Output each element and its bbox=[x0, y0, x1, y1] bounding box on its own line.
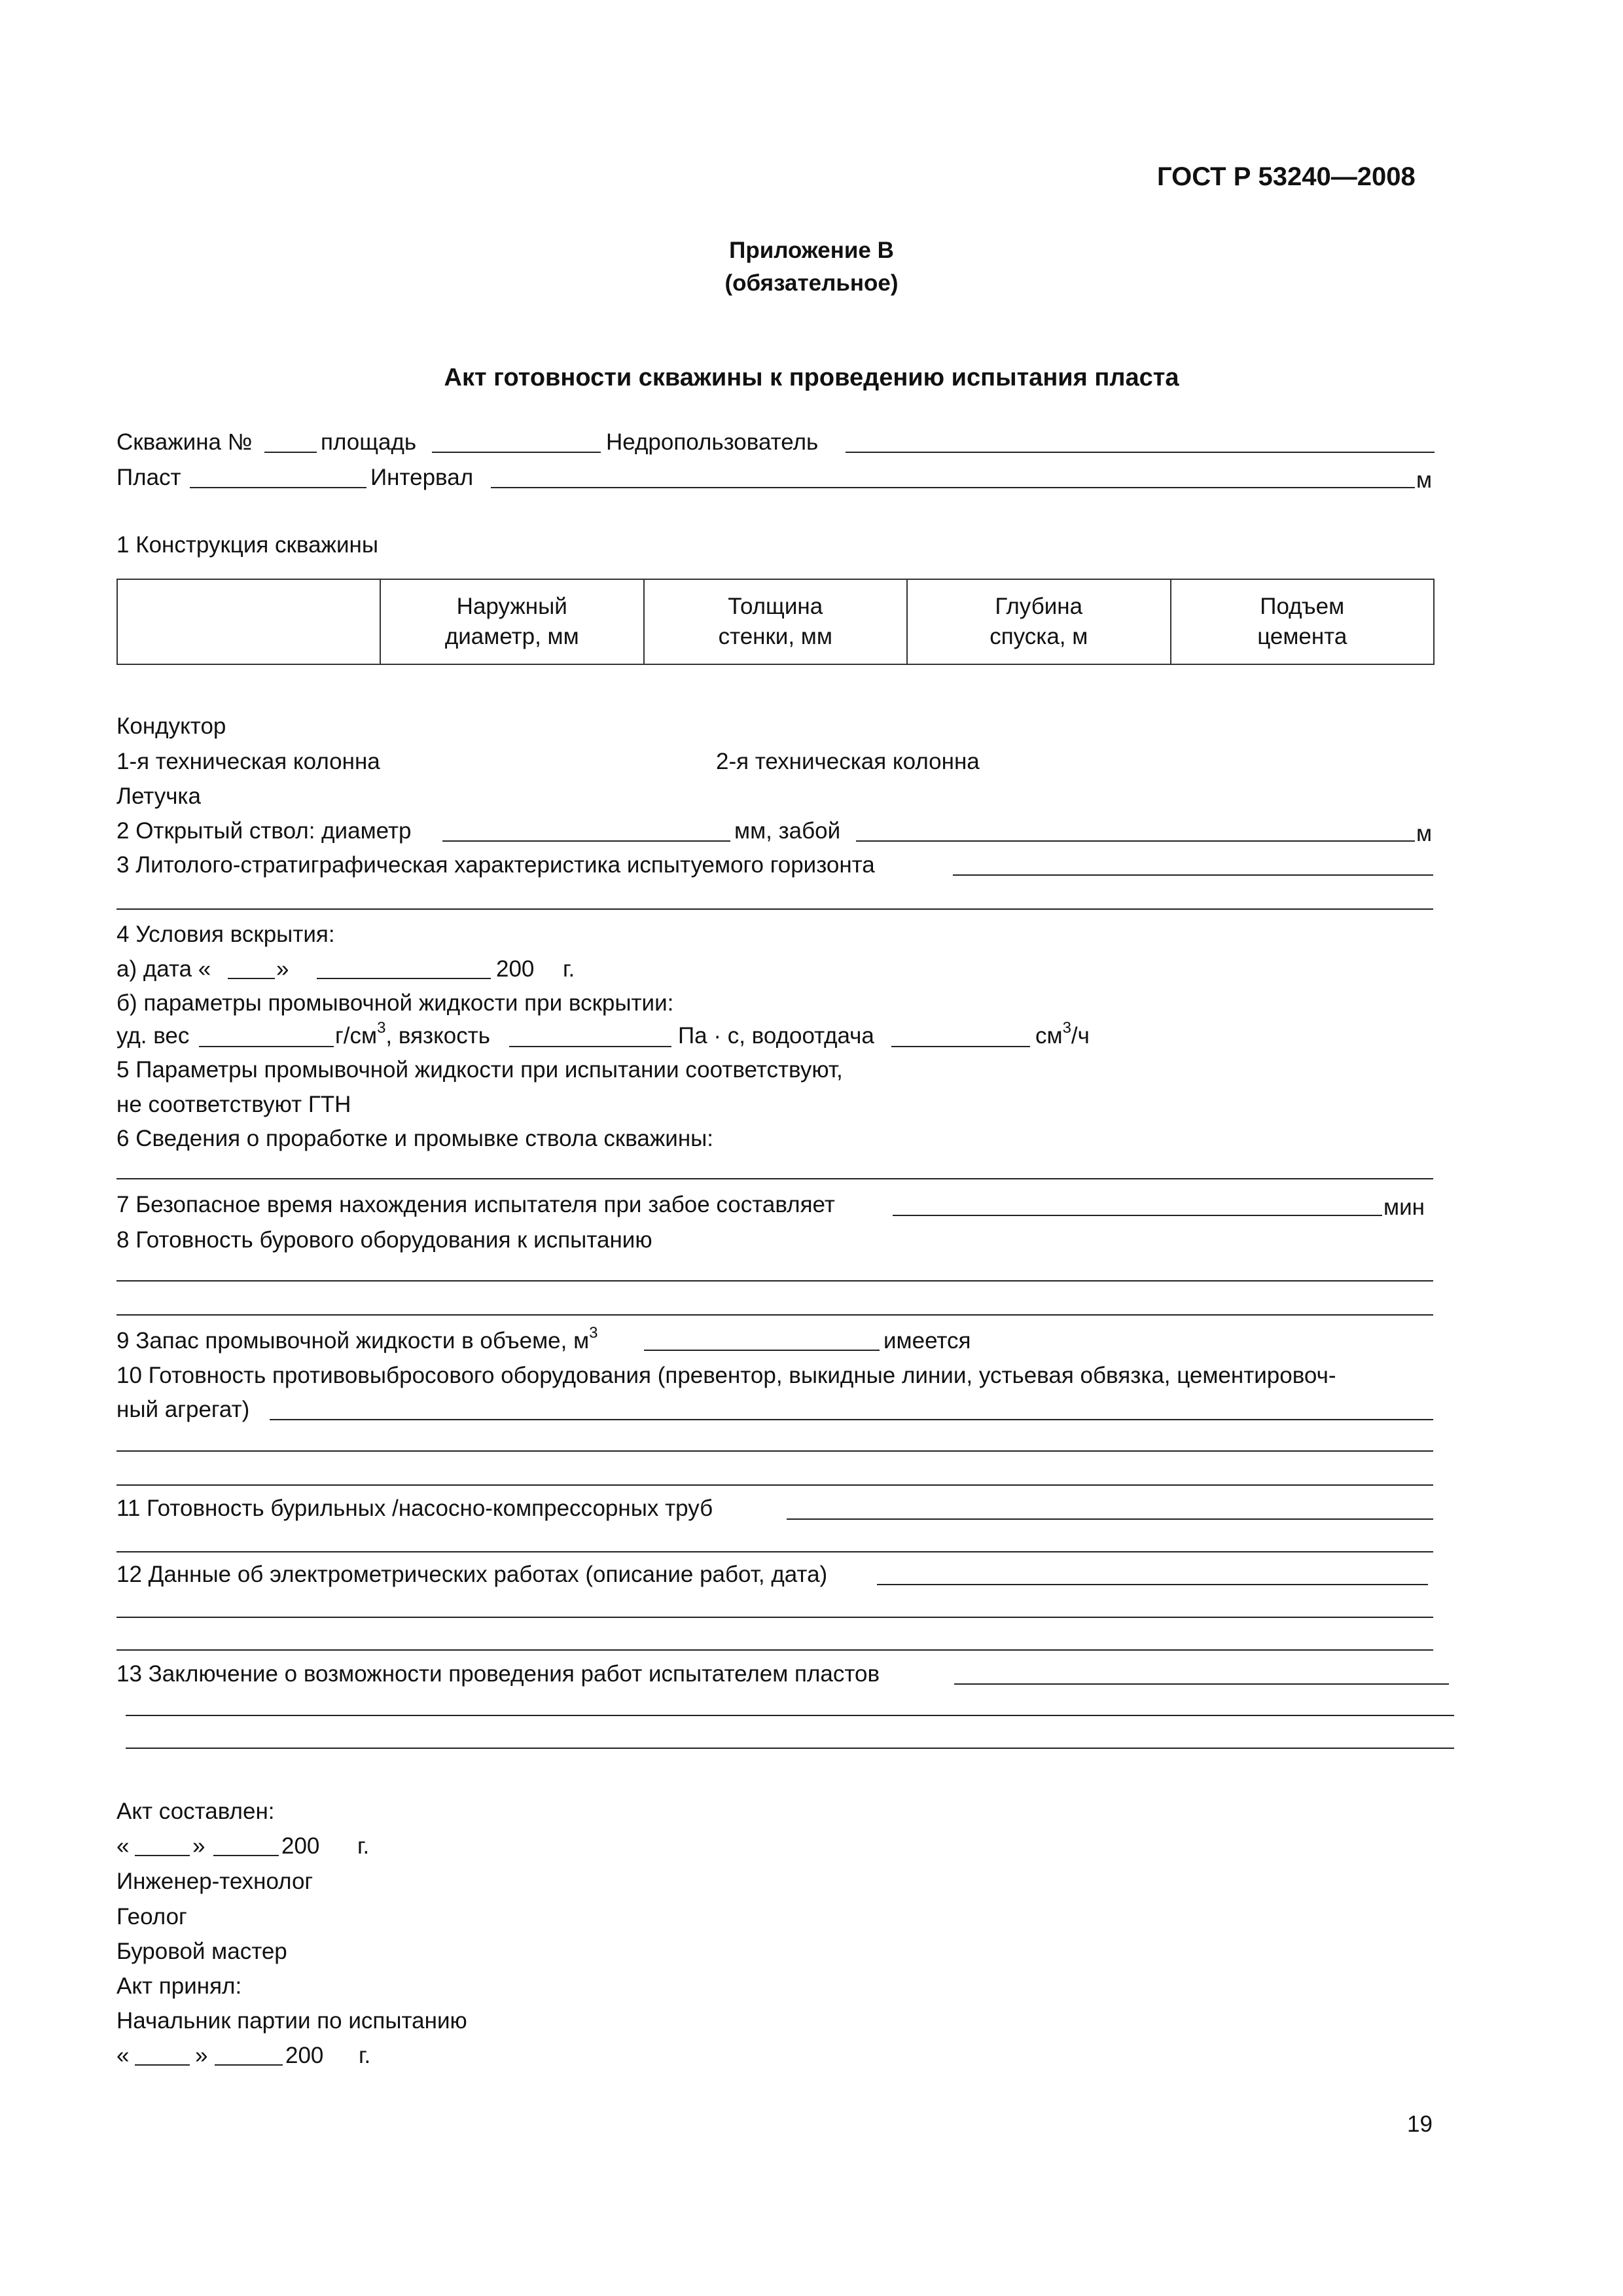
compiled-day-field[interactable] bbox=[135, 1855, 190, 1856]
item3-label: 3 Литолого-стратиграфическая характеристика испытуемого горизонта bbox=[116, 852, 875, 878]
interval-field[interactable] bbox=[491, 487, 1415, 488]
item9-available: имеется bbox=[883, 1328, 971, 1354]
appendix-subtitle: (обязательное) bbox=[724, 270, 899, 296]
table-header-row bbox=[117, 579, 1434, 664]
row-tech2: 2-я техническая колонна bbox=[716, 749, 980, 774]
section1-title: 1 Конструкция скважины bbox=[116, 532, 378, 558]
accepted-month-field[interactable] bbox=[215, 2064, 283, 2066]
item12-field-3[interactable] bbox=[116, 1649, 1433, 1651]
appendix-title: Приложение В bbox=[729, 238, 894, 263]
item13-field-3[interactable] bbox=[126, 1748, 1454, 1749]
subsoil-user-field[interactable] bbox=[846, 452, 1435, 453]
row-flyer: Летучка bbox=[116, 783, 201, 809]
table-header-wall-thickness: Толщина стенки, мм bbox=[644, 579, 908, 664]
item2-label: 2 Открытый ствол: диаметр bbox=[116, 818, 412, 844]
item5-label-a: 5 Параметры промывочной жидкости при испытании соответствуют, bbox=[116, 1057, 843, 1083]
subsoil-user-label: Недропользователь bbox=[606, 429, 819, 455]
interval-label: Интервал bbox=[370, 465, 474, 490]
item12-label: 12 Данные об электрометрических работах (описание работ, дата) bbox=[116, 1562, 828, 1587]
item8-field-1[interactable] bbox=[116, 1280, 1433, 1282]
compiled-month-field[interactable] bbox=[213, 1855, 279, 1856]
item11-label: 11 Готовность бурильных /насосно-компрессорных труб bbox=[116, 1496, 713, 1521]
row-tech1: 1-я техническая колонна bbox=[116, 749, 380, 774]
weight-label: уд. вес bbox=[116, 1023, 190, 1049]
geologist-label: Геолог bbox=[116, 1904, 187, 1929]
drill-master-label: Буровой мастер bbox=[116, 1939, 287, 1964]
item12-field-2[interactable] bbox=[116, 1617, 1433, 1618]
well-no-field[interactable] bbox=[264, 452, 317, 453]
interval-unit: м bbox=[1416, 467, 1433, 493]
item2-unit: м bbox=[1416, 821, 1433, 846]
layer-label: Пласт bbox=[116, 465, 181, 490]
item4a-g: г. bbox=[563, 956, 575, 982]
compiled-date-close: » bbox=[192, 1833, 205, 1859]
item4a-year: 200 bbox=[496, 956, 535, 982]
density-unit: $г/см^3$, вязкость bbox=[335, 1019, 491, 1049]
item7-unit: мин bbox=[1383, 1194, 1425, 1220]
lithology-field[interactable] bbox=[953, 874, 1433, 876]
viscosity-field[interactable] bbox=[509, 1046, 671, 1047]
accepted-g: г. bbox=[359, 2043, 371, 2068]
water-loss-field[interactable] bbox=[891, 1046, 1030, 1047]
item7-label: 7 Безопасное время нахождения испытателя при забое составляет bbox=[116, 1192, 835, 1217]
area-field[interactable] bbox=[432, 452, 601, 453]
item13-field-2[interactable] bbox=[126, 1715, 1454, 1716]
lithology-field-2[interactable] bbox=[116, 908, 1433, 910]
item10-label-b: ный агрегат) bbox=[116, 1397, 250, 1422]
item4a-quote: » bbox=[276, 956, 289, 982]
item4a-label: а) дата « bbox=[116, 956, 211, 982]
page-number: 19 bbox=[1407, 2111, 1433, 2137]
area-label: площадь bbox=[321, 429, 417, 455]
item5-label-b: не соответствуют ГТН bbox=[116, 1092, 351, 1117]
item13-field-1[interactable] bbox=[954, 1683, 1449, 1685]
item10-label-a: 10 Готовность противовыбросового оборудования (превентор, выкидные линии, устьевая обвязка, цементировоч- bbox=[116, 1363, 1336, 1388]
item10-field-2[interactable] bbox=[116, 1450, 1433, 1452]
well-no-label: Скважина № bbox=[116, 429, 253, 455]
water-loss-unit: $см^3/ч$ bbox=[1035, 1019, 1090, 1049]
engineer-label: Инженер-технолог bbox=[116, 1869, 313, 1894]
accepted-label: Акт принял: bbox=[116, 1973, 242, 1999]
accepted-date-close: » bbox=[195, 2043, 208, 2068]
item6-label: 6 Сведения о проработке и промывке ствола скважины: bbox=[116, 1126, 714, 1151]
weight-field[interactable] bbox=[199, 1046, 334, 1047]
accepted-year: 200 bbox=[285, 2043, 324, 2068]
compiled-date-open: « bbox=[116, 1833, 130, 1859]
construction-table bbox=[116, 579, 1435, 665]
item10-field-1[interactable] bbox=[270, 1419, 1433, 1420]
item9-label: 9 Запас промывочной жидкости в объеме, $м^3$ bbox=[116, 1324, 598, 1354]
item4b-label: б) параметры промывочной жидкости при вскрытии: bbox=[116, 990, 674, 1016]
item10-field-3[interactable] bbox=[116, 1484, 1433, 1486]
item6-field[interactable] bbox=[116, 1178, 1433, 1179]
compiled-year: 200 bbox=[281, 1833, 320, 1859]
standard-number: ГОСТ Р 53240—2008 bbox=[1157, 162, 1416, 191]
table-header-outer-diameter: Наружный диаметр, мм bbox=[380, 579, 644, 664]
layer-field[interactable] bbox=[190, 487, 366, 488]
item8-field-2[interactable] bbox=[116, 1314, 1433, 1316]
open-hole-diameter-field[interactable] bbox=[442, 840, 730, 842]
item4-label: 4 Условия вскрытия: bbox=[116, 922, 335, 947]
table-header-empty bbox=[117, 579, 380, 664]
open-hole-bottom-field[interactable] bbox=[856, 840, 1415, 842]
accepted-date-open: « bbox=[116, 2043, 130, 2068]
fluid-volume-field[interactable] bbox=[644, 1350, 880, 1351]
compiled-g: г. bbox=[357, 1833, 370, 1859]
safe-time-field[interactable] bbox=[893, 1215, 1382, 1216]
item2-bottom-label: мм, забой bbox=[734, 818, 841, 844]
party-head-label: Начальник партии по испытанию bbox=[116, 2008, 467, 2034]
item12-field-1[interactable] bbox=[877, 1584, 1428, 1585]
opening-day-field[interactable] bbox=[228, 978, 275, 979]
compiled-label: Акт составлен: bbox=[116, 1799, 275, 1824]
act-title: Акт готовности скважины к проведению испытания пласта bbox=[444, 364, 1179, 391]
row-conductor: Кондуктор bbox=[116, 713, 226, 739]
item11-field-1[interactable] bbox=[787, 1518, 1433, 1520]
viscosity-unit: Па · с, водоотдача bbox=[678, 1023, 874, 1049]
table-header-cement-rise: Подъем цемента bbox=[1171, 579, 1435, 664]
table-header-depth: Глубина спуска, м bbox=[907, 579, 1171, 664]
item13-label: 13 Заключение о возможности проведения работ испытателем пластов bbox=[116, 1661, 880, 1687]
opening-month-field[interactable] bbox=[317, 978, 491, 979]
item8-label: 8 Готовность бурового оборудования к испытанию bbox=[116, 1227, 652, 1253]
item11-field-2[interactable] bbox=[116, 1551, 1433, 1552]
accepted-day-field[interactable] bbox=[135, 2064, 190, 2066]
